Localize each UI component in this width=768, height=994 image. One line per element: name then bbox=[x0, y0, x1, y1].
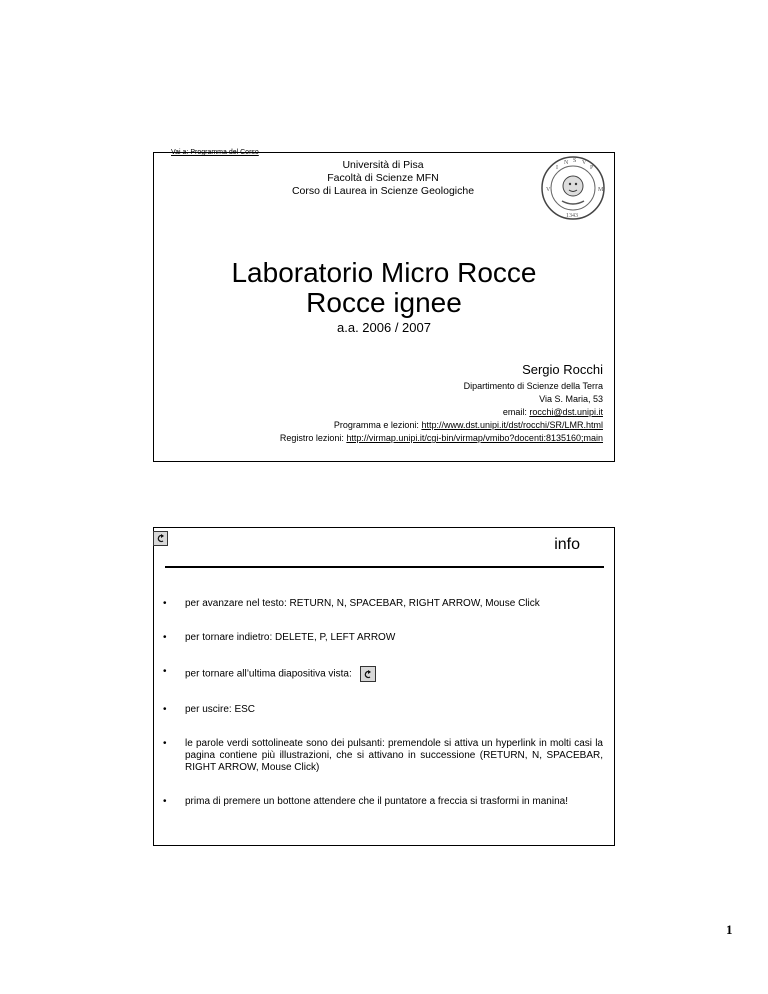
title-line-1: Laboratorio Micro Rocce bbox=[231, 257, 537, 288]
program-link[interactable]: http://www.dst.unipi.it/dst/rocchi/SR/LMR.html bbox=[421, 420, 603, 430]
instructions-list bbox=[163, 598, 603, 830]
svg-text:V: V bbox=[546, 187, 551, 193]
svg-text:I: I bbox=[556, 165, 558, 171]
faculty-name: Facoltà di Scienze MFN bbox=[327, 172, 439, 184]
list-item: • le parole verdi sottolineate sono dei pulsanti: premendole si attiva un hyperlink in molti casi la pagina contiene più illustrazioni, che si attivano in successione (RETURN, N, SPACEBAR, RIGHT ARROW, Mouse Click) bbox=[163, 738, 603, 773]
svg-text:N: N bbox=[564, 160, 569, 166]
title-divider bbox=[165, 566, 604, 568]
list-item: • per uscire: ESC bbox=[163, 704, 256, 715]
return-last-slide-icon[interactable] bbox=[153, 531, 168, 546]
register-label: Registro lezioni: bbox=[279, 433, 347, 443]
list-item: • prima di premere un bottone attendere che il puntatore a freccia si trasformi in manina! bbox=[163, 796, 568, 807]
list-item: • per tornare all’ultima diapositiva vista: bbox=[163, 666, 603, 682]
return-last-slide-icon[interactable] bbox=[360, 666, 376, 682]
svg-text:1343: 1343 bbox=[566, 213, 578, 219]
university-header bbox=[243, 159, 523, 198]
svg-text:M: M bbox=[598, 187, 604, 193]
program-label: Programma e lezioni: bbox=[333, 420, 422, 430]
address: Via S. Maria, 53 bbox=[539, 394, 603, 404]
list-item: • per tornare indietro: DELETE, P, LEFT ARROW bbox=[163, 632, 396, 643]
academic-year: a.a. 2006 / 2007 bbox=[337, 320, 431, 335]
svg-text:S: S bbox=[573, 158, 577, 164]
register-link[interactable]: http://virmap.unipi.it/cgi-bin/virmap/vmibo?docenti:8135160;main bbox=[346, 433, 603, 443]
program-nav-link[interactable]: Vai a: Programma del Corso bbox=[171, 149, 259, 156]
slide-title bbox=[153, 258, 615, 318]
title-line-2: Rocce ignee bbox=[306, 287, 462, 318]
email-label: email: bbox=[502, 407, 530, 417]
email-link[interactable]: rocchi@dst.unipi.it bbox=[529, 407, 603, 417]
author-name: Sergio Rocchi bbox=[522, 362, 603, 377]
svg-text:P: P bbox=[590, 165, 594, 171]
university-seal-icon bbox=[540, 155, 606, 221]
university-name: Università di Pisa bbox=[342, 159, 424, 171]
department: Dipartimento di Scienze della Terra bbox=[463, 381, 603, 391]
program-line bbox=[200, 419, 603, 432]
course-name: Corso di Laurea in Scienze Geologiche bbox=[291, 185, 475, 197]
svg-text:V: V bbox=[582, 160, 587, 166]
email-line bbox=[200, 406, 603, 419]
info-title: info bbox=[554, 536, 580, 553]
list-item: • per avanzare nel testo: RETURN, N, SPACEBAR, RIGHT ARROW, Mouse Click bbox=[163, 598, 540, 609]
page-number: 1 bbox=[726, 922, 733, 937]
register-line bbox=[150, 432, 603, 445]
